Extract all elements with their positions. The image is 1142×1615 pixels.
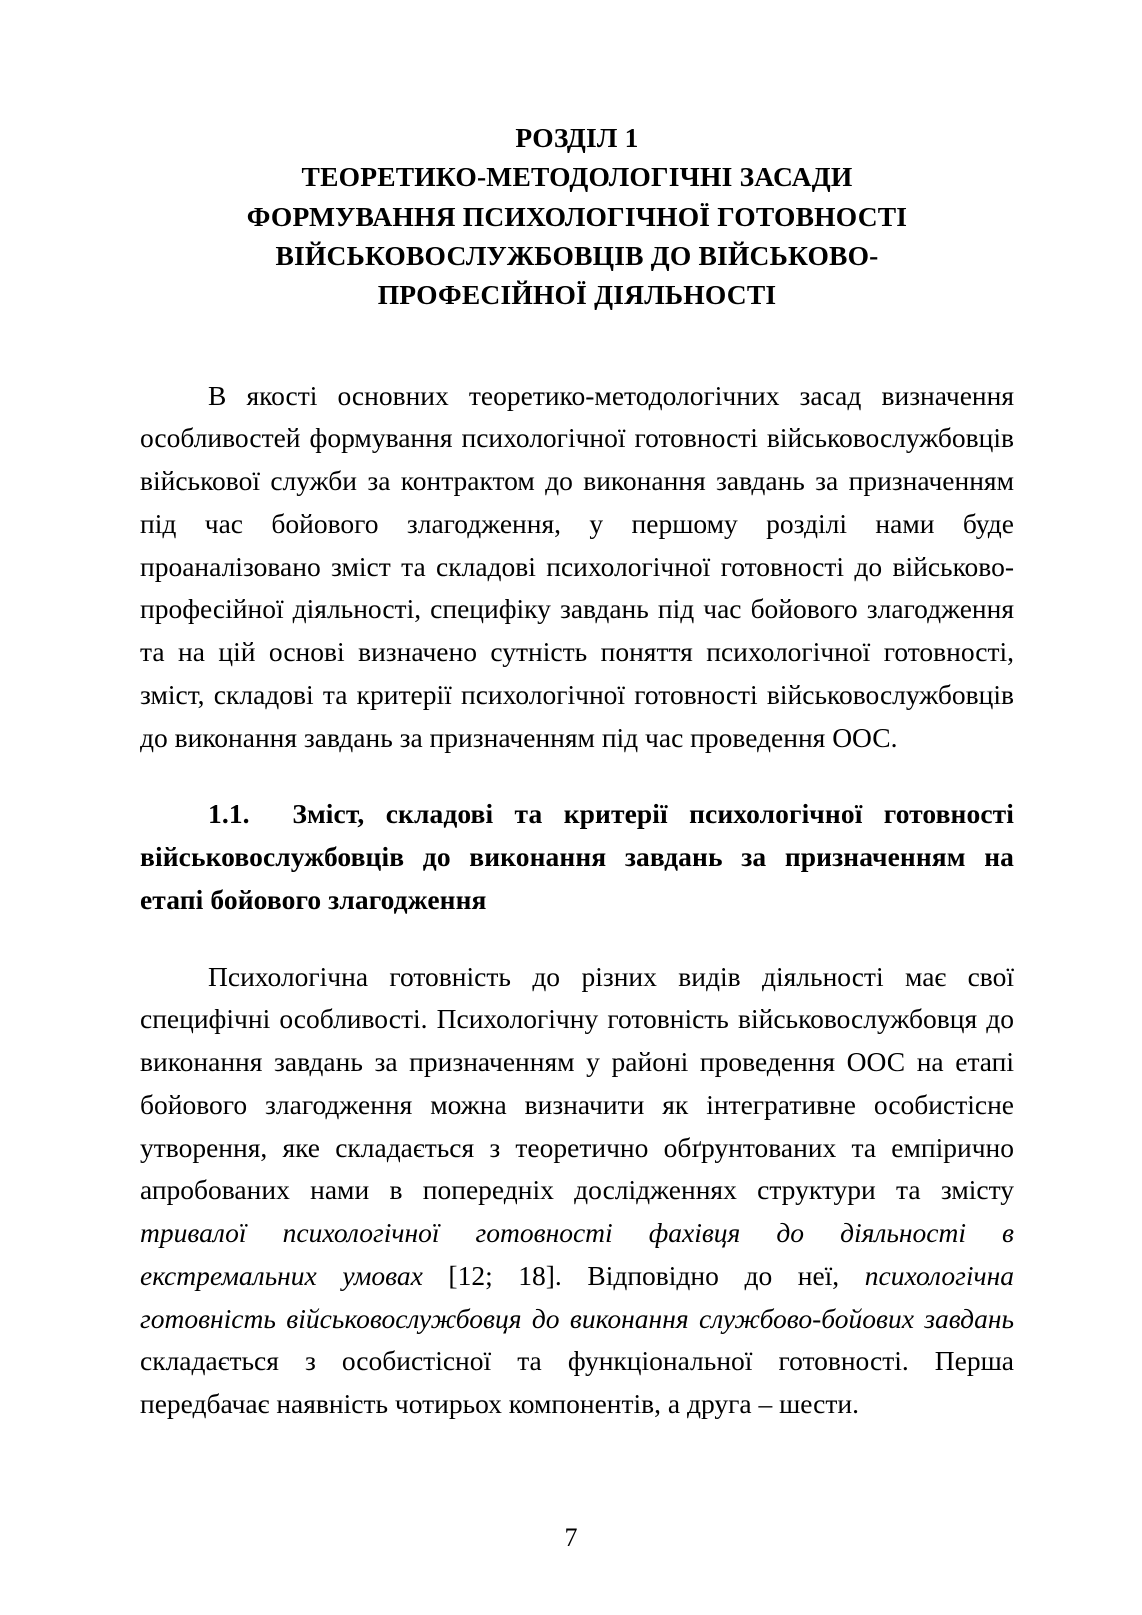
body-text-part-3: складається з особистісної та функціональної готовності. Перша передбачає наявність чотирьох компонентів, а друга – шести. [140,1345,1014,1420]
intro-paragraph: В якості основних теоретико-методологічних засад визначення особливостей формування психологічної готовності військовослужбовців військової служби за контрактом до виконання завдань за призначенням під час бойового злагодження, у першому розділі нами буде проаналізовано зміст та складові психологічної готовності до військово-професійної діяльності, специфіку завдань під час бойового злагодження та на цій основі визначено сутність поняття психологічної готовності, зміст, складові та критерії психологічної готовності військовослужбовців до виконання завдань за призначенням під час проведення ООС. [140,379,1014,753]
chapter-heading [140,118,1014,315]
paragraph-spacer-1 [140,759,1014,793]
section-heading [140,793,1014,921]
section-title-text: Зміст, складові та критерії психологічної готовності військовослужбовців до виконання завдань за призначенням на етапі бойового злагодження [140,798,1014,915]
chapter-heading-line-1: РОЗДІЛ 1 [515,122,639,153]
document-body [140,375,1014,1426]
chapter-heading-line-3: ФОРМУВАННЯ ПСИХОЛОГІЧНОЇ ГОТОВНОСТІ [246,200,908,232]
body-italic-phrase-2: психологічна готовність військовослужбовця до виконання службово-бойових завдань [140,1259,1014,1334]
chapter-heading-line-2: ТЕОРЕТИКО-МЕТОДОЛОГІЧНІ ЗАСАДИ [301,161,853,193]
body-italic-phrase-1: тривалої психологічної готовності фахівця до діяльності в екстремальних умовах [140,1217,1014,1291]
body-text-part-2: [12; 18]. Відповідно до неї, [422,1259,865,1291]
chapter-heading-line-5: ПРОФЕСІЙНОЇ ДІЯЛЬНОСТІ [377,279,777,311]
paragraph-spacer-2 [140,922,1014,956]
page-number: 7 [564,1523,578,1552]
body-paragraph [140,956,1014,1426]
body-text-part-1: Психологічна готовність до різних видів діяльності має свої специфічні особливості. Психологічну готовність військовослужбовця до виконання завдань за призначенням у районі проведення ООС на етапі бойового злагодження можна визначити як інтегративне особистісне утворення, яке складається з теоретично обґрунтованих та емпірично апробованих нами в попередніх дослідженнях структури та змісту [140,960,1014,1206]
chapter-heading-line-4: ВІЙСЬКОВОСЛУЖБОВЦІВ ДО ВІЙСЬКОВО- [275,239,879,271]
section-number: 1.1. [208,798,250,830]
